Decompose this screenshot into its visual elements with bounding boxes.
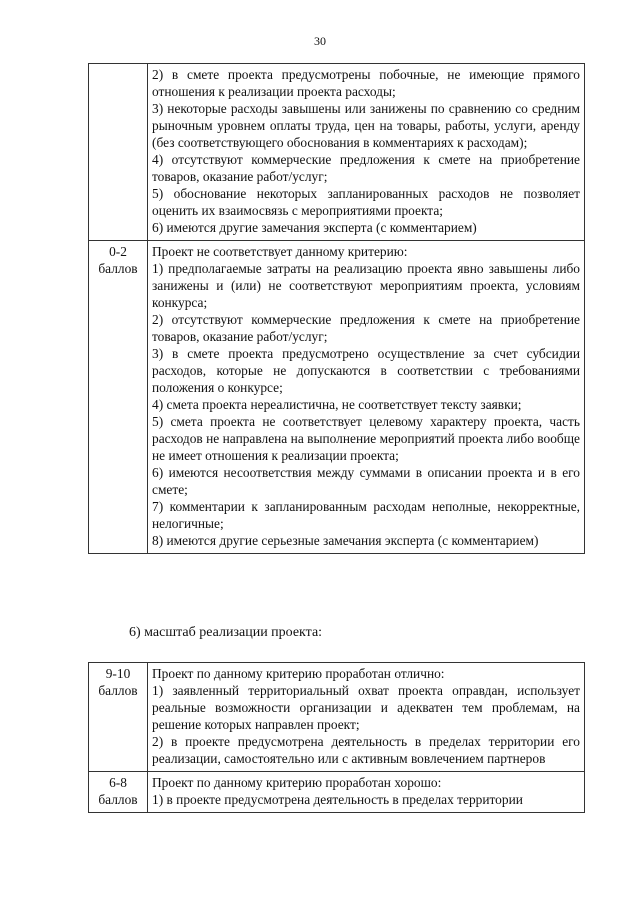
criterion-summary: Проект по данному критерию проработан отлично: bbox=[152, 666, 445, 681]
criterion-summary: Проект не соответствует данному критерию: bbox=[152, 244, 408, 259]
description-cell bbox=[148, 64, 585, 241]
score-cell bbox=[89, 241, 148, 554]
list-item: 8) имеются другие серьезные замечания эксперта (с комментарием) bbox=[152, 533, 539, 548]
list-item: 5) смета проекта не соответствует целевому характеру проекта, часть расходов не направлена на выполнение мероприятий проекта либо вообще не имеет отношения к реализации проекта; bbox=[152, 414, 580, 463]
description-cell bbox=[148, 663, 585, 772]
section-heading: 6) масштаб реализации проекта: bbox=[129, 625, 323, 640]
score-value: 0-2 bbox=[109, 244, 127, 259]
list-item: 2) в смете проекта предусмотрены побочные, не имеющие прямого отношения к реализации проекта расходы; bbox=[152, 67, 580, 99]
score-cell bbox=[89, 64, 148, 241]
list-item: 7) комментарии к запланированным расходам неполные, некорректные, нелогичные; bbox=[152, 499, 580, 531]
table-row bbox=[89, 772, 585, 813]
criteria-table-scale bbox=[88, 662, 585, 813]
list-item: 3) некоторые расходы завышены или занижены по сравнению со средним рыночным уровнем оплаты труда, цен на товары, работы, услуги, аренду (без соответствующего обоснования в комментариях к расходам); bbox=[152, 101, 580, 150]
criteria-table-budget bbox=[88, 63, 585, 554]
page-number: 30 bbox=[314, 34, 326, 48]
list-item: 2) в проекте предусмотрена деятельность в пределах территории его реализации, самостоятельно или с активным вовлечением партнеров bbox=[152, 734, 580, 766]
list-item: 1) предполагаемые затраты на реализацию проекта явно завышены либо занижены и (или) не соответствуют мероприятиям проекта, условиям конкурса; bbox=[152, 261, 580, 310]
description-cell bbox=[148, 772, 585, 813]
description-cell bbox=[148, 241, 585, 554]
table-row bbox=[89, 241, 585, 554]
list-item: 4) отсутствуют коммерческие предложения к смете на приобретение товаров, оказание работ/услуг; bbox=[152, 152, 580, 184]
score-value: 6-8 bbox=[109, 775, 127, 790]
table-row bbox=[89, 64, 585, 241]
list-item: 6) имеются другие замечания эксперта (с комментарием) bbox=[152, 220, 477, 235]
list-item: 3) в смете проекта предусмотрено осуществление за счет субсидии расходов, которые не допускаются в соответствии с требованиями положения о конкурсе; bbox=[152, 346, 580, 395]
list-item: 2) отсутствуют коммерческие предложения к смете на приобретение товаров, оказание работ/услуг; bbox=[152, 312, 580, 344]
score-cell bbox=[89, 663, 148, 772]
list-item: 5) обоснование некоторых запланированных расходов не позволяет оценить их взаимосвязь с мероприятиями проекта; bbox=[152, 186, 580, 218]
table-row bbox=[89, 663, 585, 772]
criterion-summary: Проект по данному критерию проработан хорошо: bbox=[152, 775, 442, 790]
list-item: 4) смета проекта нереалистична, не соответствует тексту заявки; bbox=[152, 397, 522, 412]
score-unit: баллов bbox=[98, 792, 138, 807]
score-unit: баллов bbox=[98, 261, 138, 276]
score-cell bbox=[89, 772, 148, 813]
list-item: 6) имеются несоответствия между суммами в описании проекта и в его смете; bbox=[152, 465, 580, 497]
list-item: 1) в проекте предусмотрена деятельность в пределах территории bbox=[152, 792, 523, 807]
score-unit: баллов bbox=[98, 683, 138, 698]
score-value: 9-10 bbox=[105, 666, 131, 681]
list-item: 1) заявленный территориальный охват проекта оправдан, использует реальные возможности организации и адекватен тем проблемам, на решение которых направлен проект; bbox=[152, 683, 580, 732]
